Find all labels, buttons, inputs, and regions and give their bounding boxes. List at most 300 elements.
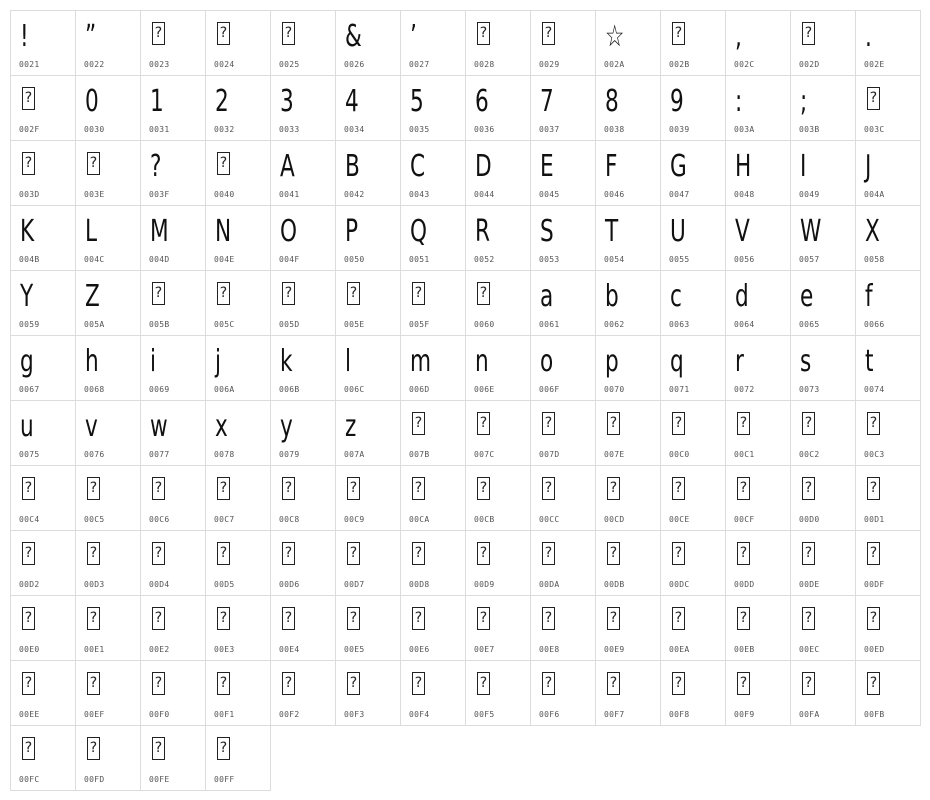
glyph-cell [75,530,141,596]
glyph-char: D [475,149,492,184]
glyph-cell [465,10,531,76]
glyph-char: F [605,149,618,184]
missing-glyph-box: ? [87,152,100,175]
glyph-code: 00CA [409,515,430,524]
glyph-cell [140,595,206,661]
glyph-code: 0039 [669,125,690,134]
missing-glyph-box: ? [282,477,295,500]
glyph-cell [400,270,466,336]
glyph-char: r [735,344,744,379]
glyph-cell [660,10,726,76]
glyph-char: U [670,214,686,249]
glyph-cell [400,465,466,531]
missing-glyph-box: ? [217,22,230,45]
missing-glyph-box: ? [867,672,880,695]
glyph-code: 00C7 [214,515,235,524]
glyph-code: 005F [409,320,430,329]
missing-glyph-box: ? [542,477,555,500]
missing-glyph-box: ? [867,477,880,500]
glyph-cell [270,205,336,271]
missing-glyph-box: ? [87,542,100,565]
glyph-cell [270,400,336,466]
glyph-code: 004D [149,255,170,264]
glyph-code: 003A [734,125,755,134]
glyph-code: 00C0 [669,450,690,459]
missing-glyph-box: ? [737,672,750,695]
glyph-code: 0042 [344,190,365,199]
glyph-char: G [670,149,687,184]
glyph-char: & [345,19,362,54]
glyph-cell [205,725,271,791]
glyph-cell [465,140,531,206]
glyph-char: 8 [605,84,619,119]
glyph-char: L [85,214,98,249]
glyph-cell [595,75,661,141]
glyph-code: 00E2 [149,645,170,654]
glyph-cell [595,465,661,531]
glyph-code: 003E [84,190,105,199]
glyph-cell [335,400,401,466]
missing-glyph-box: ? [152,477,165,500]
glyph-cell [140,400,206,466]
missing-glyph-box: ? [607,477,620,500]
glyph-char: Q [410,214,428,249]
missing-glyph-box: ? [347,672,360,695]
missing-glyph-box: ? [672,412,685,435]
glyph-char: u [20,409,34,444]
glyph-code: 00CC [539,515,560,524]
glyph-cell [270,465,336,531]
glyph-char: T [605,214,619,249]
glyph-code: 00F4 [409,710,430,719]
glyph-code: 006A [214,385,235,394]
glyph-cell [530,205,596,271]
glyph-cell [595,205,661,271]
glyph-cell [595,10,661,76]
glyph-cell [855,270,921,336]
glyph-code: 00C1 [734,450,755,459]
glyph-char: V [735,214,750,249]
missing-glyph-box: ? [802,607,815,630]
glyph-code: 003C [864,125,885,134]
glyph-code: 00C5 [84,515,105,524]
glyph-cell [855,140,921,206]
glyph-char: ’ [410,19,417,54]
glyph-cell [855,465,921,531]
glyph-char: s [800,344,812,379]
glyph-code: 00D7 [344,580,365,589]
glyph-code: 0025 [279,60,300,69]
glyph-cell [335,530,401,596]
glyph-char: o [540,344,554,379]
glyph-char: 4 [345,84,359,119]
glyph-code: 00E8 [539,645,560,654]
glyph-code: 0023 [149,60,170,69]
glyph-code: 0034 [344,125,365,134]
glyph-cell [465,205,531,271]
missing-glyph-box: ? [22,672,35,695]
glyph-cell [75,595,141,661]
glyph-code: 00F8 [669,710,690,719]
missing-glyph-box: ? [867,412,880,435]
glyph-cell [270,10,336,76]
glyph-code: 0067 [19,385,40,394]
glyph-code: 00D1 [864,515,885,524]
glyph-code: 00C2 [799,450,820,459]
glyph-cell [465,660,531,726]
glyph-cell [465,530,531,596]
glyph-cell [270,335,336,401]
glyph-code: 00D8 [409,580,430,589]
glyph-code: 00E9 [604,645,625,654]
missing-glyph-box: ? [217,672,230,695]
glyph-char: 5 [410,84,424,119]
missing-glyph-box: ? [87,477,100,500]
glyph-code: 0036 [474,125,495,134]
glyph-char: 0 [85,84,99,119]
glyph-code: 0077 [149,450,170,459]
glyph-code: 0026 [344,60,365,69]
glyph-char: : [735,84,743,119]
glyph-char: b [605,279,619,314]
missing-glyph-box: ? [542,412,555,435]
glyph-cell [595,530,661,596]
glyph-cell [205,205,271,271]
glyph-code: 0030 [84,125,105,134]
missing-glyph-box: ? [347,607,360,630]
glyph-cell [400,140,466,206]
glyph-cell [465,75,531,141]
glyph-char: n [475,344,489,379]
missing-glyph-box: ? [347,477,360,500]
glyph-code: 007B [409,450,430,459]
glyph-code: 00D2 [19,580,40,589]
missing-glyph-box: ? [477,607,490,630]
glyph-code: 00EA [669,645,690,654]
glyph-cell [75,725,141,791]
glyph-code: 0065 [799,320,820,329]
missing-glyph-box: ? [217,737,230,760]
glyph-cell [660,205,726,271]
missing-glyph-box: ? [152,22,165,45]
glyph-code: 00EE [19,710,40,719]
missing-glyph-box: ? [152,282,165,305]
glyph-char: d [735,279,749,314]
glyph-cell [205,660,271,726]
glyph-code: 004E [214,255,235,264]
glyph-char: R [475,214,491,249]
glyph-code: 00EF [84,710,105,719]
missing-glyph-box: ? [802,542,815,565]
missing-glyph-box: ? [282,607,295,630]
glyph-code: 00EB [734,645,755,654]
glyph-cell [205,595,271,661]
glyph-code: 0049 [799,190,820,199]
glyph-code: 0032 [214,125,235,134]
missing-glyph-box: ? [87,737,100,760]
missing-glyph-box: ? [412,412,425,435]
glyph-cell [335,75,401,141]
glyph-cell [205,75,271,141]
missing-glyph-box: ? [282,282,295,305]
glyph-code: 00D0 [799,515,820,524]
glyph-code: 00CE [669,515,690,524]
glyph-cell [790,10,856,76]
glyph-cell [140,140,206,206]
glyph-code: 0071 [669,385,690,394]
glyph-code: 0021 [19,60,40,69]
missing-glyph-box: ? [22,87,35,110]
glyph-cell [725,660,791,726]
missing-glyph-box: ? [87,672,100,695]
missing-glyph-box: ? [152,737,165,760]
missing-glyph-box: ? [607,672,620,695]
missing-glyph-box: ? [737,412,750,435]
glyph-code: 002F [19,125,40,134]
glyph-cell [10,270,76,336]
glyph-code: 0041 [279,190,300,199]
glyph-code: 0024 [214,60,235,69]
glyph-char: m [410,344,432,379]
glyph-code: 003B [799,125,820,134]
glyph-code: 0044 [474,190,495,199]
missing-glyph-box: ? [672,542,685,565]
glyph-cell [270,140,336,206]
glyph-cell [790,270,856,336]
glyph-code: 0038 [604,125,625,134]
missing-glyph-box: ? [867,607,880,630]
glyph-code: 0057 [799,255,820,264]
glyph-cell [530,140,596,206]
glyph-cell [270,595,336,661]
missing-glyph-box: ? [412,542,425,565]
glyph-cell [855,660,921,726]
glyph-cell [725,335,791,401]
glyph-cell [530,10,596,76]
glyph-cell [725,530,791,596]
glyph-cell [725,205,791,271]
glyph-cell [75,140,141,206]
glyph-cell [790,530,856,596]
glyph-cell [75,205,141,271]
glyph-char: 7 [540,84,554,119]
glyph-cell [790,595,856,661]
glyph-char: v [85,409,98,444]
glyph-code: 004C [84,255,105,264]
glyph-cell [205,400,271,466]
glyph-code: 007A [344,450,365,459]
missing-glyph-box: ? [542,542,555,565]
glyph-char: w [150,409,168,444]
glyph-char: O [280,214,298,249]
glyph-char: J [865,149,872,184]
glyph-code: 0078 [214,450,235,459]
glyph-cell [10,465,76,531]
glyph-code: 00FB [864,710,885,719]
glyph-code: 0054 [604,255,625,264]
glyph-cell [595,660,661,726]
missing-glyph-box: ? [672,22,685,45]
glyph-cell [660,530,726,596]
missing-glyph-box: ? [477,282,490,305]
glyph-char: c [670,279,682,314]
glyph-cell [530,335,596,401]
glyph-code: 0058 [864,255,885,264]
glyph-cell [725,10,791,76]
glyph-cell [75,270,141,336]
glyph-char: , [735,19,742,54]
glyph-cell [140,530,206,596]
glyph-cell [205,270,271,336]
glyph-cell [140,335,206,401]
glyph-code: 0040 [214,190,235,199]
glyph-char: I [800,149,807,184]
glyph-code: 0070 [604,385,625,394]
glyph-code: 00FF [214,775,235,784]
glyph-cell [335,465,401,531]
missing-glyph-box: ? [412,282,425,305]
glyph-cell [660,75,726,141]
glyph-code: 006E [474,385,495,394]
glyph-cell [660,270,726,336]
glyph-cell [10,140,76,206]
glyph-cell [270,660,336,726]
glyph-code: 00D6 [279,580,300,589]
glyph-cell [10,400,76,466]
glyph-code: 002C [734,60,755,69]
glyph-cell [855,400,921,466]
glyph-char: q [670,344,684,379]
glyph-cell [465,595,531,661]
glyph-cell [790,660,856,726]
missing-glyph-box: ? [867,87,880,110]
glyph-code: 00DB [604,580,625,589]
glyph-code: 00ED [864,645,885,654]
glyph-cell [725,400,791,466]
glyph-code: 004A [864,190,885,199]
missing-glyph-box: ? [672,477,685,500]
glyph-char: t [865,344,874,379]
glyph-cell [855,205,921,271]
glyph-char: ☆ [605,19,625,54]
glyph-code: 0063 [669,320,690,329]
glyph-char: x [215,409,228,444]
glyph-cell [270,270,336,336]
glyph-code: 00C9 [344,515,365,524]
missing-glyph-box: ? [607,607,620,630]
missing-glyph-box: ? [217,607,230,630]
glyph-code: 00C8 [279,515,300,524]
glyph-cell [400,595,466,661]
missing-glyph-box: ? [672,672,685,695]
glyph-code: 006C [344,385,365,394]
glyph-code: 00FC [19,775,40,784]
glyph-code: 00EC [799,645,820,654]
glyph-code: 003D [19,190,40,199]
glyph-cell [335,595,401,661]
glyph-code: 00DE [799,580,820,589]
glyph-cell [725,140,791,206]
missing-glyph-box: ? [412,607,425,630]
glyph-cell [725,465,791,531]
missing-glyph-box: ? [217,542,230,565]
missing-glyph-box: ? [282,672,295,695]
glyph-code: 00DF [864,580,885,589]
missing-glyph-box: ? [477,477,490,500]
glyph-code: 002D [799,60,820,69]
glyph-cell [10,725,76,791]
glyph-cell [855,335,921,401]
glyph-cell [660,595,726,661]
glyph-cell [10,205,76,271]
glyph-cell [270,530,336,596]
glyph-char: e [800,279,814,314]
missing-glyph-box: ? [477,22,490,45]
glyph-code: 00FA [799,710,820,719]
glyph-cell [725,75,791,141]
glyph-code: 00F7 [604,710,625,719]
glyph-cell [10,595,76,661]
glyph-code: 0031 [149,125,170,134]
glyph-code: 0061 [539,320,560,329]
glyph-code: 00C6 [149,515,170,524]
glyph-cell [660,335,726,401]
glyph-code: 00DD [734,580,755,589]
missing-glyph-box: ? [217,282,230,305]
glyph-code: 007E [604,450,625,459]
glyph-cell [205,335,271,401]
glyph-code: 0055 [669,255,690,264]
glyph-cell [400,335,466,401]
glyph-cell [595,270,661,336]
glyph-cell [400,10,466,76]
glyph-code: 0056 [734,255,755,264]
glyph-cell [660,400,726,466]
glyph-cell [465,465,531,531]
glyph-cell [10,10,76,76]
glyph-char: X [865,214,880,249]
glyph-char: p [605,344,619,379]
glyph-code: 00E7 [474,645,495,654]
glyph-cell [75,465,141,531]
glyph-code: 0059 [19,320,40,329]
glyph-char: ! [20,19,29,54]
glyph-cell [270,75,336,141]
glyph-code: 0069 [149,385,170,394]
glyph-code: 00CF [734,515,755,524]
glyph-cell [790,465,856,531]
glyph-code: 00F1 [214,710,235,719]
glyph-char: Y [20,279,34,314]
missing-glyph-box: ? [282,542,295,565]
glyph-code: 00F9 [734,710,755,719]
missing-glyph-box: ? [412,672,425,695]
glyph-cell [530,465,596,531]
missing-glyph-box: ? [22,737,35,760]
glyph-code: 0028 [474,60,495,69]
glyph-char: 1 [150,84,164,119]
glyph-code: 007D [539,450,560,459]
glyph-cell [400,400,466,466]
glyph-cell [595,400,661,466]
glyph-char: E [540,149,554,184]
glyph-code: 0029 [539,60,560,69]
glyph-char: M [150,214,169,249]
missing-glyph-box: ? [152,542,165,565]
glyph-cell [595,595,661,661]
missing-glyph-box: ? [152,672,165,695]
glyph-cell [140,465,206,531]
